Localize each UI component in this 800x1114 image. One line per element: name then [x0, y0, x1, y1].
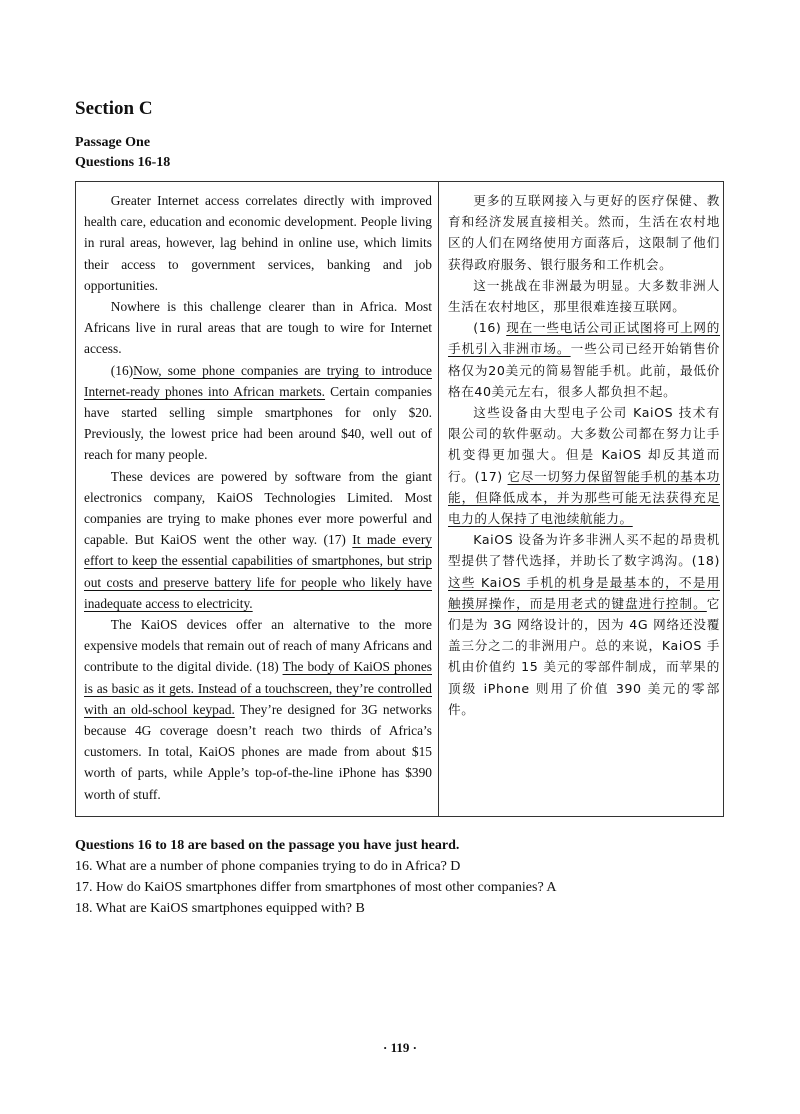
- column-divider: [438, 182, 439, 816]
- english-text: Greater Internet access correlates directly with improved health care, education and economic development. People living in rural areas, however, lag behind in online use, which limits their access to government services, banking and job opportunities.: [84, 193, 432, 293]
- english-text: (16): [110, 362, 134, 378]
- page-number: · 119 ·: [383, 1040, 417, 1055]
- english-text: Certain companies have started selling simple smartphones for only $20. Previously, the lowest price had been around $40, well out of reach for many people.: [84, 383, 432, 463]
- chinese-text: 这些设备由大型电子公司 KaiOS 技术有限公司的软件驱动。大多数公司都在努力让手机变得更加强大。但是 KaiOS 却反其道而行。(17): [448, 405, 720, 484]
- english-text: They’re designed for 3G networks because 4G coverage doesn’t reach two thirds of Africa’s customers. In total, KaiOS phones are made from about $15 worth of parts, while Apple’s top-of-the-line iPhone has $390 worth of stuff.: [84, 701, 432, 802]
- questions-heading: Questions 16 to 18 are based on the passage you have just heard.: [75, 838, 460, 853]
- questions-range: Questions 16-18: [75, 155, 171, 170]
- chinese-text: KaiOS 设备为许多非洲人买不起的昂贵机型提供了替代选择，并助长了数字鸿沟。(18): [448, 532, 720, 569]
- english-paragraph: [84, 466, 432, 614]
- english-column: [84, 190, 432, 805]
- bilingual-passage-table: [75, 181, 724, 817]
- chinese-text: 这一挑战在非洲最为明显。大多数非洲人生活在农村地区，那里很难连接互联网。: [448, 277, 720, 315]
- english-text: These devices are powered by software from the giant electronics company, KaiOS Technologies Limited. Most companies are trying to make phones ever more powerful and capable. But KaiOS went the other way. (17): [84, 468, 432, 548]
- english-underlined-answer-text: The body of KaiOS phones is as basic as it gets. Instead of a touchscreen, they’re controlled with an old-school keypad.: [84, 659, 432, 717]
- english-underlined-answer-text: Now, some phone companies are trying to introduce Internet-ready phones into African markets.: [84, 362, 432, 399]
- english-paragraph: [84, 614, 432, 805]
- chinese-underlined-answer-text: 它尽一切努力保留智能手机的基本功能，但降低成本，并为那些可能无法获得充足电力的人保持了电池续航能力。: [448, 468, 720, 527]
- chinese-underlined-answer-text: 这些 KaiOS 手机的机身是最基本的，不是用触摸屏操作，而是用老式的键盘进行控制。: [448, 574, 720, 611]
- chinese-paragraph: [448, 529, 720, 720]
- passage-name: Passage One: [75, 135, 151, 150]
- chinese-paragraph: [448, 275, 720, 317]
- english-paragraph: [84, 190, 432, 296]
- english-text: Nowhere is this challenge clearer than in Africa. Most Africans live in rural areas that are tough to wire for Internet access.: [84, 299, 432, 357]
- english-text: The KaiOS devices offer an alternative to the more expensive models that remain out of reach of many Africans and contribute to the digital divide. (18): [84, 617, 432, 675]
- passage-header: [75, 133, 170, 173]
- question-16: 16. What are a number of phone companies trying to do in Africa? D: [75, 859, 461, 874]
- english-underlined-answer-text: It made every effort to keep the essential capabilities of smartphones, but strip out costs and preserve battery life for people who likely have inadequate access to electricity.: [84, 532, 433, 611]
- chinese-paragraph: [448, 402, 720, 529]
- chinese-text: (16): [473, 320, 507, 336]
- chinese-paragraph: [448, 190, 720, 275]
- chinese-underlined-answer-text: 现在一些电话公司正试图将可上网的手机引入非洲市场。: [448, 320, 721, 357]
- english-paragraph: [84, 296, 432, 360]
- chinese-column: [448, 190, 720, 720]
- question-17: 17. How do KaiOS smartphones differ from smartphones of most other companies? A: [75, 880, 557, 895]
- chinese-paragraph: [448, 317, 720, 402]
- questions-block: [75, 835, 735, 919]
- chinese-text: 它们是为 3G 网络设计的，因为 4G 网络还没覆盖三分之二的非洲用户。总的来说，KaiOS 手机由价值约 15 美元的零部件制成，而苹果的顶级 iPhone 则用了价值 390 美元的零部件。: [448, 595, 720, 717]
- section-title: Section C: [75, 98, 153, 119]
- english-paragraph: [84, 360, 432, 466]
- question-18: 18. What are KaiOS smartphones equipped with? B: [75, 901, 365, 916]
- chinese-text: 一些公司已经开始销售价格仅为20美元的简易智能手机。此前，最低价格在40美元左右，很多人都负担不起。: [448, 341, 720, 399]
- chinese-text: 更多的互联网接入与更好的医疗保健、教育和经济发展直接相关。然而，生活在农村地区的人们在网络使用方面落后，这限制了他们获得政府服务、银行服务和工作机会。: [448, 193, 720, 272]
